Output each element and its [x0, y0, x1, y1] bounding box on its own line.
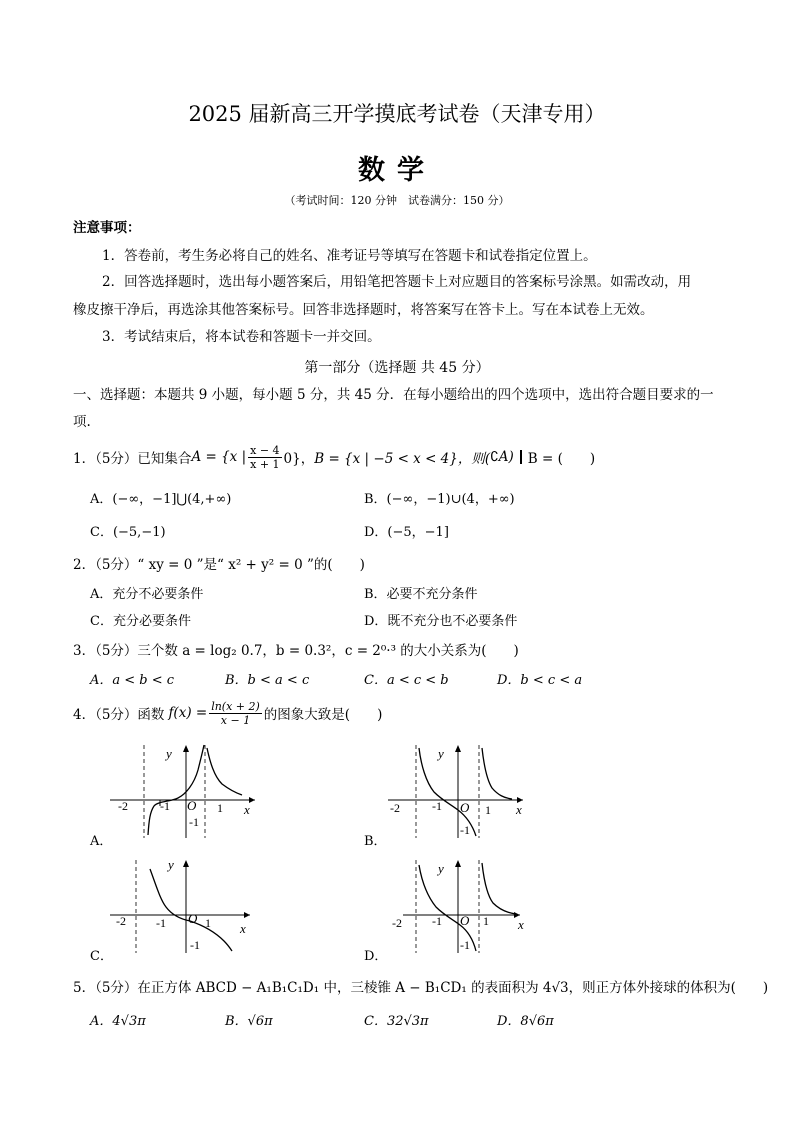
q5-option-a[interactable]: A．4√3π: [90, 1014, 146, 1029]
q1-tail-2: B = ( ): [527, 451, 596, 467]
q4-graph-a: [110, 740, 260, 840]
q2-option-d[interactable]: D．既不充分也不必要条件: [364, 614, 518, 629]
q4-graph-d: [388, 855, 538, 955]
tick-label-y-neg1: -1: [189, 815, 199, 829]
y-axis-label: y: [168, 857, 174, 872]
exam-title: 2025 届新高三开学摸底考试卷（天津专用）: [188, 102, 606, 126]
q5-option-d[interactable]: D．8√6π: [497, 1014, 554, 1029]
tick-label-one: 1: [483, 914, 489, 928]
q3-option-d[interactable]: D．b < c < a: [497, 673, 583, 688]
x-axis-label: x: [518, 917, 524, 932]
tick-label-neg1: -1: [156, 916, 166, 930]
q2-option-a[interactable]: A．充分不必要条件: [90, 587, 204, 602]
y-axis-label: y: [166, 746, 172, 761]
tick-label-y-neg1: -1: [190, 938, 200, 952]
q5-option-c[interactable]: C．32√3π: [364, 1014, 429, 1029]
x-axis-label: x: [516, 802, 522, 817]
tick-label-one: 1: [205, 916, 211, 930]
tick-label-neg2: -2: [390, 801, 400, 815]
tick-label-y-neg1: -1: [460, 823, 470, 837]
x-axis-arrow-icon: [244, 912, 250, 918]
tick-label-neg1: -1: [432, 914, 442, 928]
q4-prefix: 4．（5分）函数: [73, 707, 165, 723]
origin-label: O: [188, 911, 198, 926]
notice-item-3: 3．考试结束后，将本试卷和答题卡一并交回。: [102, 329, 381, 345]
q1-fraction: [248, 444, 281, 471]
q5-option-b[interactable]: B．√6π: [225, 1014, 273, 1029]
q3-option-c[interactable]: C．a < c < b: [364, 673, 449, 688]
tick-label-one: 1: [217, 801, 223, 815]
curve-right-branch: [482, 748, 512, 799]
q4-graph-c: [110, 855, 260, 955]
q1-tail: A): [498, 449, 514, 465]
q1-fraction-numerator: x − 4: [250, 443, 280, 457]
q3-option-a[interactable]: A．a < b < c: [90, 673, 175, 688]
question-4-stem: [73, 695, 382, 731]
curve-right-branch: [207, 748, 242, 795]
q4-suffix: 的图象大致是( ): [263, 707, 383, 723]
q1-fraction-denominator: x + 1: [250, 457, 280, 471]
subject-title: 数学: [358, 155, 436, 186]
q1-set-b: B = {x | −5 < x < 4}，则(: [314, 451, 491, 467]
x-axis-label: x: [240, 921, 246, 936]
tick-label-neg1: -1: [160, 799, 170, 813]
tick-label-one: 1: [485, 803, 491, 817]
x-axis-label: x: [244, 802, 250, 817]
part1-instruction-line2: 项.: [73, 414, 91, 430]
q1-set-a-rhs: 0}，: [283, 451, 315, 467]
q4-fraction: [209, 700, 262, 727]
y-axis-arrow-icon: [455, 745, 461, 752]
part1-instruction-line1: 一、选择题：本题共 9 小题，每小题 5 分，共 45 分．在每小题给出的四个选项中，选出符合题目要求的一: [73, 387, 714, 403]
q1-option-a[interactable]: A．(−∞，−1]⋃(4,+∞): [90, 492, 232, 507]
y-axis-arrow-icon: [183, 860, 189, 867]
part1-heading: 第一部分（选择题 共 45 分）: [304, 360, 490, 376]
q1-complement-symbol: ∁: [490, 449, 499, 465]
q1-intersection-glyph: [520, 450, 522, 464]
question-1-stem: [73, 440, 595, 474]
q4-function-name: f(x) =: [168, 705, 208, 721]
question-2-stem: 2．（5分）“ xy = 0 ”是“ x² + y² = 0 ”的( ): [73, 557, 365, 573]
q4-option-d[interactable]: D．: [364, 949, 388, 964]
question-5-stem: 5．（5分）在正方体 ABCD − A₁B₁C₁D₁ 中，三棱锥 A − B₁CD₁ 的表面积为 4√3，则正方体外接球的体积为( ): [73, 980, 769, 996]
q1-option-c[interactable]: C．(−5,−1): [90, 525, 166, 540]
y-axis-label: y: [438, 861, 444, 876]
notice-item-1: 1．答卷前，考生务必将自己的姓名、准考证号等填写在答题卡和试卷指定位置上。: [102, 248, 597, 264]
q4-fraction-numerator: ln(x + 2): [211, 699, 260, 713]
tick-label-neg2: -2: [118, 799, 128, 813]
tick-label-neg1: -1: [432, 799, 442, 813]
q4-graph-b: [388, 740, 538, 840]
q4-option-a[interactable]: A．: [90, 834, 113, 849]
q2-option-c[interactable]: C．充分必要条件: [90, 614, 191, 629]
notice-item-2-line2: 橡皮擦干净后，再选涂其他答案标号。回答非选择题时，将答案写在答卡上。写在本试卷上无效。: [73, 302, 654, 318]
q4-option-c[interactable]: C．: [90, 949, 113, 964]
notice-item-2-line1: 2．回答选择题时，选出每小题答案后，用铅笔把答题卡上对应题目的答案标号涂黑。如需改动，用: [102, 274, 692, 290]
origin-label: O: [187, 798, 197, 813]
curve-right-branch: [482, 863, 516, 914]
q4-fraction-denominator: x − 1: [220, 713, 251, 727]
q2-option-b[interactable]: B．必要不充分条件: [364, 587, 478, 602]
question-3-stem: 3．（5分）三个数 a = log₂ 0.7，b = 0.3²，c = 2⁰·³ 的大小关系为( ): [73, 643, 519, 659]
x-axis-arrow-icon: [249, 797, 255, 803]
tick-label-neg2: -2: [116, 914, 126, 928]
q1-option-d[interactable]: D．(−5，−1]: [364, 525, 449, 540]
exam-time-note: （考试时间：120 分钟 试卷满分：150 分）: [284, 194, 510, 207]
notice-heading: 注意事项：: [73, 220, 141, 236]
origin-label: O: [460, 800, 470, 815]
q1-option-b[interactable]: B．(−∞，−1)∪(4，+∞): [364, 492, 515, 507]
q1-prefix: 1．（5分）已知集合: [73, 451, 192, 467]
q4-option-b[interactable]: B．: [364, 834, 387, 849]
tick-label-neg2: -2: [392, 916, 402, 930]
q1-set-a-lhs: A = {x |: [191, 449, 247, 465]
origin-label: O: [460, 913, 470, 928]
y-axis-arrow-icon: [455, 860, 461, 867]
q3-option-b[interactable]: B．b < a < c: [225, 673, 310, 688]
tick-label-y-neg1: -1: [460, 938, 470, 952]
y-axis-arrow-icon: [183, 745, 189, 752]
y-axis-label: y: [438, 746, 444, 761]
